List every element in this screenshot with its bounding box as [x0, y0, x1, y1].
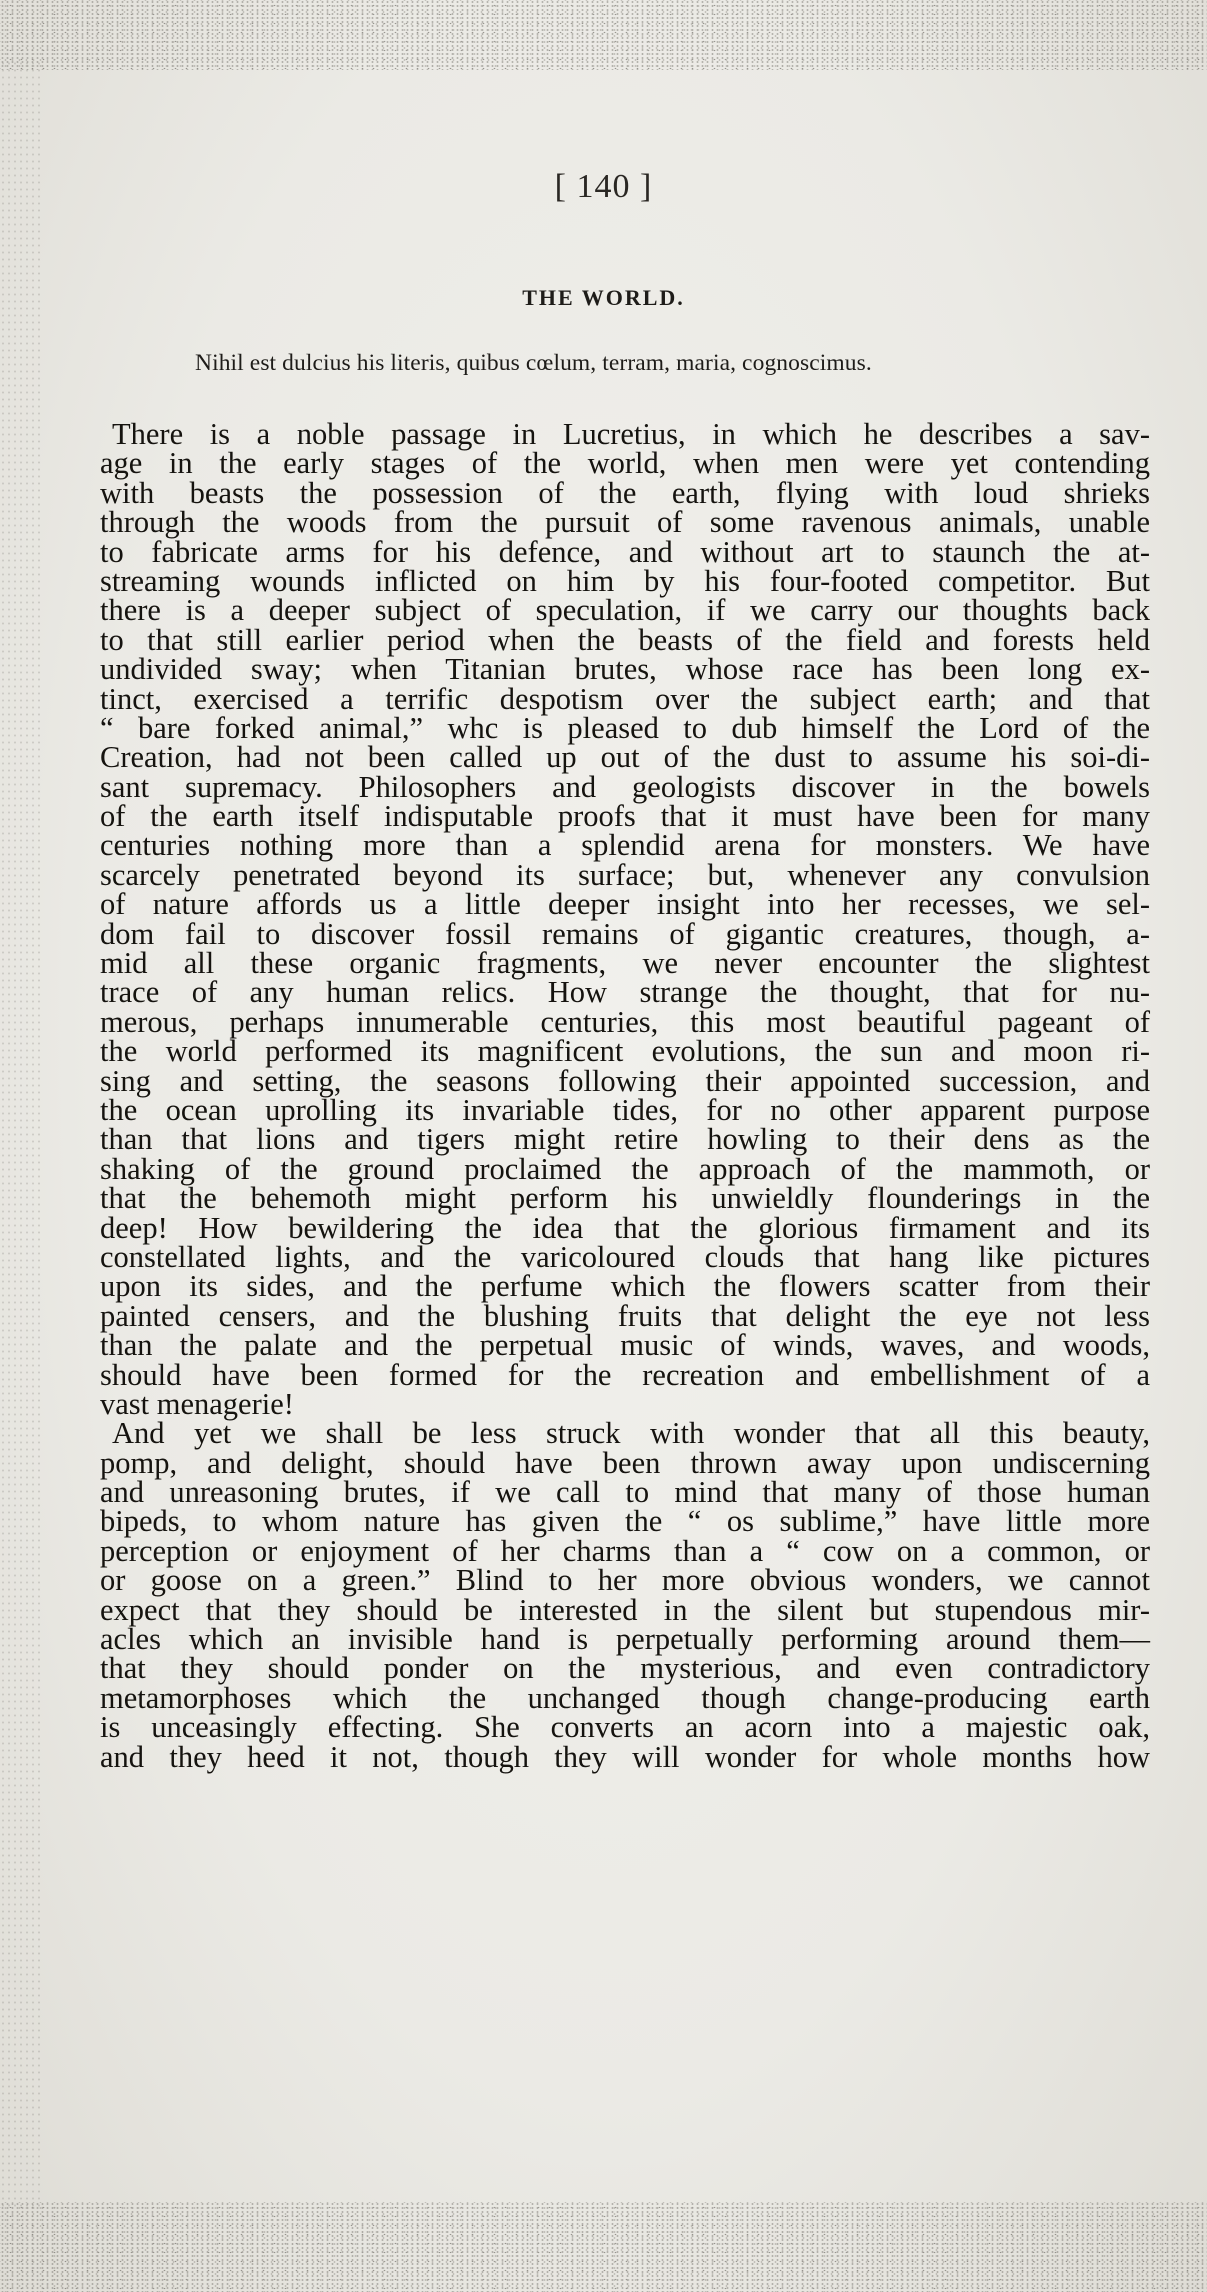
text-line: bipeds, to whom nature has given the “ os sublime,” have little more: [100, 1504, 1150, 1539]
text-line: than that lions and tigers might retire howling to their dens as the: [100, 1122, 1150, 1157]
text-line: trace of any human relics. How strange the thought, that for nu-: [100, 975, 1150, 1010]
text-line: age in the early stages of the world, when men were yet contending: [100, 446, 1150, 481]
text-line: pomp, and delight, should have been thrown away upon undiscerning: [100, 1445, 1150, 1480]
text-line: dom fail to discover fossil remains of gigantic creatures, though, a-: [100, 916, 1150, 951]
text-line: shaking of the ground proclaimed the approach of the mammoth, or: [100, 1151, 1150, 1186]
text-line: metamorphoses which the unchanged though change-producing earth: [100, 1680, 1150, 1715]
text-line: painted censers, and the blushing fruits that delight the eye not less: [100, 1298, 1150, 1333]
text-line: undivided sway; when Titanian brutes, whose race has been long ex-: [100, 652, 1150, 687]
text-line: is unceasingly effecting. She converts an acorn into a majestic oak,: [100, 1710, 1150, 1745]
text-line: the ocean uprolling its invariable tides, for no other apparent purpose: [100, 1092, 1150, 1127]
text-line: that they should ponder on the mysterious, and even contradictory: [100, 1651, 1150, 1686]
page-number-value: 140: [576, 168, 631, 205]
scan-noise-left: [0, 60, 40, 2210]
text-line: of the earth itself indisputable proofs that it must have been for many: [100, 799, 1150, 834]
text-line: There is a noble passage in Lucretius, in which he describes a sav-: [112, 417, 1150, 451]
text-line: And yet we shall be less struck with wonder that all this beauty,: [112, 1416, 1150, 1451]
text-line: centuries nothing more than a splendid arena for monsters. We have: [100, 828, 1150, 863]
text-line: than the palate and the perpetual music of winds, waves, and woods,: [100, 1328, 1150, 1363]
text-line: or goose on a green.” Blind to her more obvious wonders, we cannot: [100, 1563, 1150, 1598]
scan-noise-top: [0, 0, 1207, 70]
page-number: [ 140 ]: [554, 168, 653, 205]
text-line: and unreasoning brutes, if we call to mind that many of those human: [100, 1475, 1150, 1510]
text-line: upon its sides, and the perfume which the flowers scatter from their: [100, 1269, 1150, 1304]
text-line: “ bare forked animal,” whc is pleased to dub himself the Lord of the: [100, 710, 1150, 745]
text-line: through the woods from the pursuit of some ravenous animals, unable: [100, 505, 1150, 540]
text-line: tinct, exercised a terrific despotism over the subject earth; and that: [100, 681, 1150, 716]
text-line: constellated lights, and the varicoloured clouds that hang like pictures: [100, 1239, 1150, 1274]
text-line: of nature affords us a little deeper insight into her recesses, we sel-: [100, 887, 1150, 922]
section-title: THE WORLD.: [522, 285, 685, 310]
text-line: there is a deeper subject of speculation, if we carry our thoughts back: [100, 593, 1150, 628]
text-line: vast menagerie!: [100, 1386, 294, 1421]
article-body: [100, 417, 1150, 1774]
text-line: should have been formed for the recreation and embellishment of a: [100, 1357, 1150, 1392]
text-line: sing and setting, the seasons following their appointed succession, and: [100, 1063, 1150, 1098]
text-line: to that still earlier period when the beasts of the field and forests held: [100, 622, 1150, 657]
text-line: expect that they should be interested in the silent but stupendous mir-: [100, 1592, 1150, 1627]
text-line: scarcely penetrated beyond its surface; but, whenever any convulsion: [100, 857, 1150, 892]
text-line: and they heed it not, though they will wonder for whole months how: [100, 1739, 1150, 1774]
text-line: streaming wounds inflicted on him by his four-footed competitor. But: [100, 563, 1150, 598]
text-line: the world performed its magnificent evolutions, the sun and moon ri-: [100, 1034, 1150, 1069]
text-line: that the behemoth might perform his unwieldly flounderings in the: [100, 1181, 1150, 1216]
text-line: mid all these organic fragments, we never encounter the slightest: [100, 946, 1150, 981]
text-line: merous, perhaps innumerable centuries, this most beautiful pageant of: [100, 1004, 1150, 1039]
text-line: perception or enjoyment of her charms than a “ cow on a common, or: [100, 1533, 1150, 1568]
text-line: with beasts the possession of the earth, flying with loud shrieks: [100, 475, 1150, 510]
text-line: to fabricate arms for his defence, and without art to staunch the at-: [100, 534, 1150, 569]
text-line: Creation, had not been called up out of the dust to assume his soi-di-: [100, 740, 1150, 775]
text-line: deep! How bewildering the idea that the glorious firmament and its: [100, 1210, 1150, 1245]
scan-noise-bottom: [0, 2202, 1207, 2292]
text-line: acles which an invisible hand is perpetually performing around them—: [100, 1622, 1150, 1657]
text-line: sant supremacy. Philosophers and geologists discover in the bowels: [100, 769, 1150, 804]
epigraph: Nihil est dulcius his literis, quibus cœlum, terram, maria, cognoscimus.: [195, 350, 872, 376]
